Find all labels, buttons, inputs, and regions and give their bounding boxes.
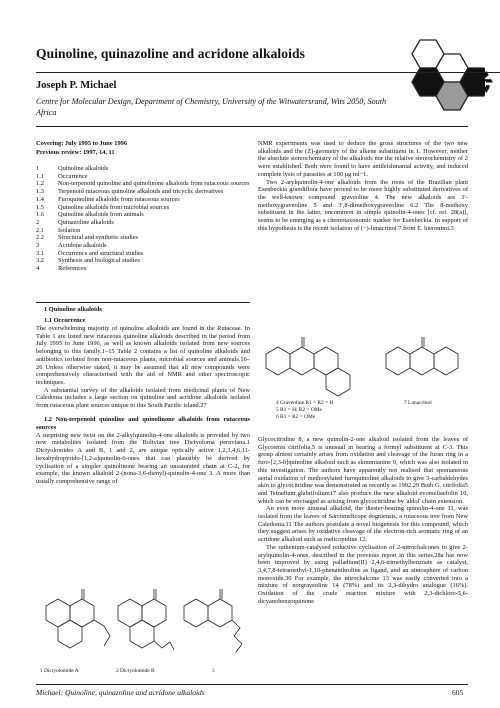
right-column-top — [258, 140, 468, 232]
structure-label: 3 — [212, 668, 215, 674]
toc-item — [36, 165, 251, 173]
toc-title: Isolation — [58, 226, 81, 234]
structure-drawings — [36, 584, 250, 664]
subsection-heading: 1.2 Non-terpenoid quinoline and quinolinone alkaloids from rutaceous sources — [36, 415, 250, 431]
toc-number: 1.1 — [36, 172, 44, 180]
toc-item — [36, 227, 251, 235]
article-title: Quinoline, quinazoline and acridone alkaloids — [36, 46, 305, 61]
covering-period: Covering: July 1995 to June 1996 — [36, 140, 128, 147]
paragraph: Two 2-arylquinolin-4-one alkaloids from the roots of the Brazilian plant Esenbeckia grandiflora have proved to be more highly substituted derivatives of the well-known compound graveoline 4. The new alkaloids are 3′-methoxygraveoline 5 and 3′,8-dimethoxygraveoline 6.2 The 8-methoxy substituent in the latter, uncommon in simple quinolin-4-ones [cf. ref. 28(a)], seems to be emerging as a chemotaxonomic marker for Esenbeckia. In support of this hypothesis is the recent isolation of (−)-lunacrinol 7 from E. hieronimi.3 — [258, 178, 468, 232]
toc-number: 1 — [36, 165, 40, 172]
toc-item — [36, 265, 251, 273]
structure-label: 6 R1 = R2 = OMe — [276, 414, 316, 420]
toc-number: 3 — [36, 242, 40, 250]
paragraph: The overwhelming majority of quinoline alkaloids are found in the Rutaceae. In Table 1 are listed new rutaceous quinoline alkaloids described in the period from July 1995 to June 1996, as well as known alkaloids isolated from new sources belonging to this family.1–15 Table 2 contains a list of quinoline alkaloids and antibiotics isolated from non-rutaceous plants, microbial sources and animals.16–26 Unless otherwise stated, it may be assumed that all new compounds were comprehensively characterised with the aid of NMR and other spectroscopic techniques. — [36, 325, 250, 386]
toc-title: Structural and synthetic studies — [58, 234, 139, 242]
npr-logo-text: NPR — [481, 68, 500, 104]
paragraph: An even more unusual alkaloid, the diester-bearing quinolin-4-one 11, was isolated from the leaves of Sarcomelicope dogniensis, a rutaceous tree from New Caledonia.11 The authors postulate a novel biogenesis for this compound, which they suggest arises by oxidative cleavage of the electron-rich aromatic ring of an acridone alkaloid such as melicopidine 12. — [258, 505, 468, 544]
structure-label: 4 Graveoline R1 = R2 = H — [276, 400, 334, 406]
toc-number: 2.2 — [36, 234, 44, 242]
toc-title: Synthesis and biological studies — [58, 257, 140, 265]
paragraph: A surprising new twist on the 2-alkylquinolin-4-one alkaloids is provided by two new metabolites isolated from the Bolivian tree Dictyoloma peruviana.1 Dictyolomides A and B, 1 and 2, are unique optically active 1,2,3,4,6,11-hexahydropyrido-[1,2-a]quinolin-6-ones that can plausibly be derived by cyclisation of a simpler quinolinone bearing an unsaturated chain at C-2, for example, the known alkaloid 2-(nona-3,6-dienyl)-quinolin-4-one 3. A more than usually comprehensive range of — [36, 431, 250, 485]
toc-number: 3.2 — [36, 257, 44, 265]
toc-item — [36, 180, 251, 188]
toc-item — [36, 250, 251, 258]
npr-logo — [392, 30, 500, 130]
toc-number: 3.1 — [36, 249, 44, 257]
toc-title: Occurrence — [58, 172, 88, 180]
toc-title: Terpenoid rutaceous quinoline alkaloids and tricyclic derivatives — [58, 188, 224, 196]
structures-4-7 — [258, 332, 468, 430]
toc-number: 1.6 — [36, 211, 44, 219]
page-number: 605 — [452, 688, 464, 697]
paragraph: Glycocitridine 8, a new quinolin-2-one alkaloid isolated from the leaves of Glycosmis citrifolia,5 is unusual in bearing a formyl substituent at C-3. This group almost certainly arises from oxidation and cleavage of the furan ring in a furo-[2,3-b]quinoline alkaloid such as skimmianine 9, which was also isolated in this investigation. The authors have apparently not realised that spontaneous aerial oxidation of methoxylated furoquinoline alkaloids to give 3-carbaldehydes akin to glycocitridine was demonstrated as recently as 1992.29 Both G. citrifolia5 and Tetradium glabrifolium17 also produce the new alkaloid evomeliaefolin 10, which can be envisaged as arising from glycocitridine by 'aldol' chain extension. — [258, 436, 468, 505]
toc-number: 2.1 — [36, 226, 44, 234]
author-affiliation: Centre for Molecular Design, Department of Chemistry, University of the Witwatersrand, Wits 2050, South Africa — [36, 97, 387, 117]
toc-title: Furoquinoline alkaloids from rutaceous sources — [58, 195, 180, 203]
toc-item — [36, 211, 251, 219]
paragraph: The ruthenium-catalysed reductive cyclisation of 2-nitrochalcones to give 2-arylquinolin-4-ones, described in the previous report in this series,28a has now been improved by using palladium(II) 2,4,6-trimethylbenzoate as catalyst, 3,4,7,8-tetramethyl-1,10-phenanthroline as ligand, and an atmosphere of carbon monoxide.30 For example, the nitrochalcone 13 was easily converted into a mixture of norgraveoline 14 (78%) and its 2,3-dihydro analogue (16%). Oxidation of the crude reaction mixture with 2,3-dichloro-5,6-dicyanobenzoquinone — [258, 543, 468, 605]
previous-review: Previous review: 1997, 14, 11 — [36, 148, 115, 156]
toc-item — [36, 173, 251, 181]
title-rule — [36, 72, 500, 73]
toc-item — [36, 242, 251, 250]
left-column — [36, 306, 250, 486]
author-name: Joseph P. Michael — [36, 80, 117, 91]
toc-item — [36, 188, 251, 196]
toc-title: References — [58, 265, 87, 273]
toc-title: Acridone alkaloids — [58, 242, 107, 250]
toc-title: Quinoline alkaloids from microbial sources — [58, 203, 170, 211]
structure-label: 5 R1 = H; R2 = OMe — [276, 407, 322, 413]
covering-info — [36, 140, 127, 157]
footer-rule — [36, 684, 468, 685]
toc-number: 4 — [36, 265, 40, 273]
table-of-contents — [36, 165, 251, 273]
structure-drawings-4-7 — [258, 332, 468, 404]
toc-number: 1.3 — [36, 188, 44, 196]
paragraph: NMR experiments was used to deduce the gross structures of the two new alkaloids and the (Z)-geometry of the alkene substituent in 1. However, neither the absolute stereochemistry of the alkaloids nor the relative stereochemistry of 2 were established. Both were found to have antileishmanial activity, and induced complete lysis of parasites at 100 μg ml−1. — [258, 140, 468, 178]
toc-item — [36, 234, 251, 242]
structure-label: 7 Lunacrinol — [404, 400, 432, 406]
toc-title: Quinazoline alkaloids — [58, 218, 114, 226]
header-rule — [36, 126, 468, 127]
section-heading: 1 Quinoline alkaloids — [44, 306, 102, 313]
toc-item — [36, 204, 251, 212]
toc-number: 1.2 — [36, 180, 44, 188]
toc-item — [36, 219, 251, 227]
toc-title: Occurrence and structural studies — [58, 249, 144, 257]
structures-1-2-3 — [36, 584, 250, 676]
structure-label: 2 Dictyolomide B — [116, 668, 155, 674]
toc-item — [36, 257, 251, 265]
toc-number: 1.5 — [36, 203, 44, 211]
toc-number: 1.4 — [36, 195, 44, 203]
running-footer: Michael: Quinoline, quinazoline and acridone alkaloids — [36, 688, 205, 697]
toc-title: Non-terpenoid quinoline and quinolinone alkaloids from rutaceous sources — [58, 180, 250, 188]
right-column-bottom — [258, 436, 468, 605]
toc-title: Quinoline alkaloids — [58, 165, 109, 172]
subsection-heading: 1.1 Occurrence — [44, 317, 86, 324]
toc-item — [36, 196, 251, 204]
toc-number: 2 — [36, 218, 40, 226]
structure-label: 1 Dictyolomide A — [40, 668, 79, 674]
toc-title: Quinoline alkaloids from animals — [58, 211, 144, 219]
toc-rule — [36, 302, 250, 303]
paragraph: A substantial survey of the alkaloids isolated from medicinal plants of New Caledonia includes a large section on quinoline and acridone alkaloids isolated from rutaceous plant sources unique to this South Pacific island.27 — [36, 386, 250, 410]
